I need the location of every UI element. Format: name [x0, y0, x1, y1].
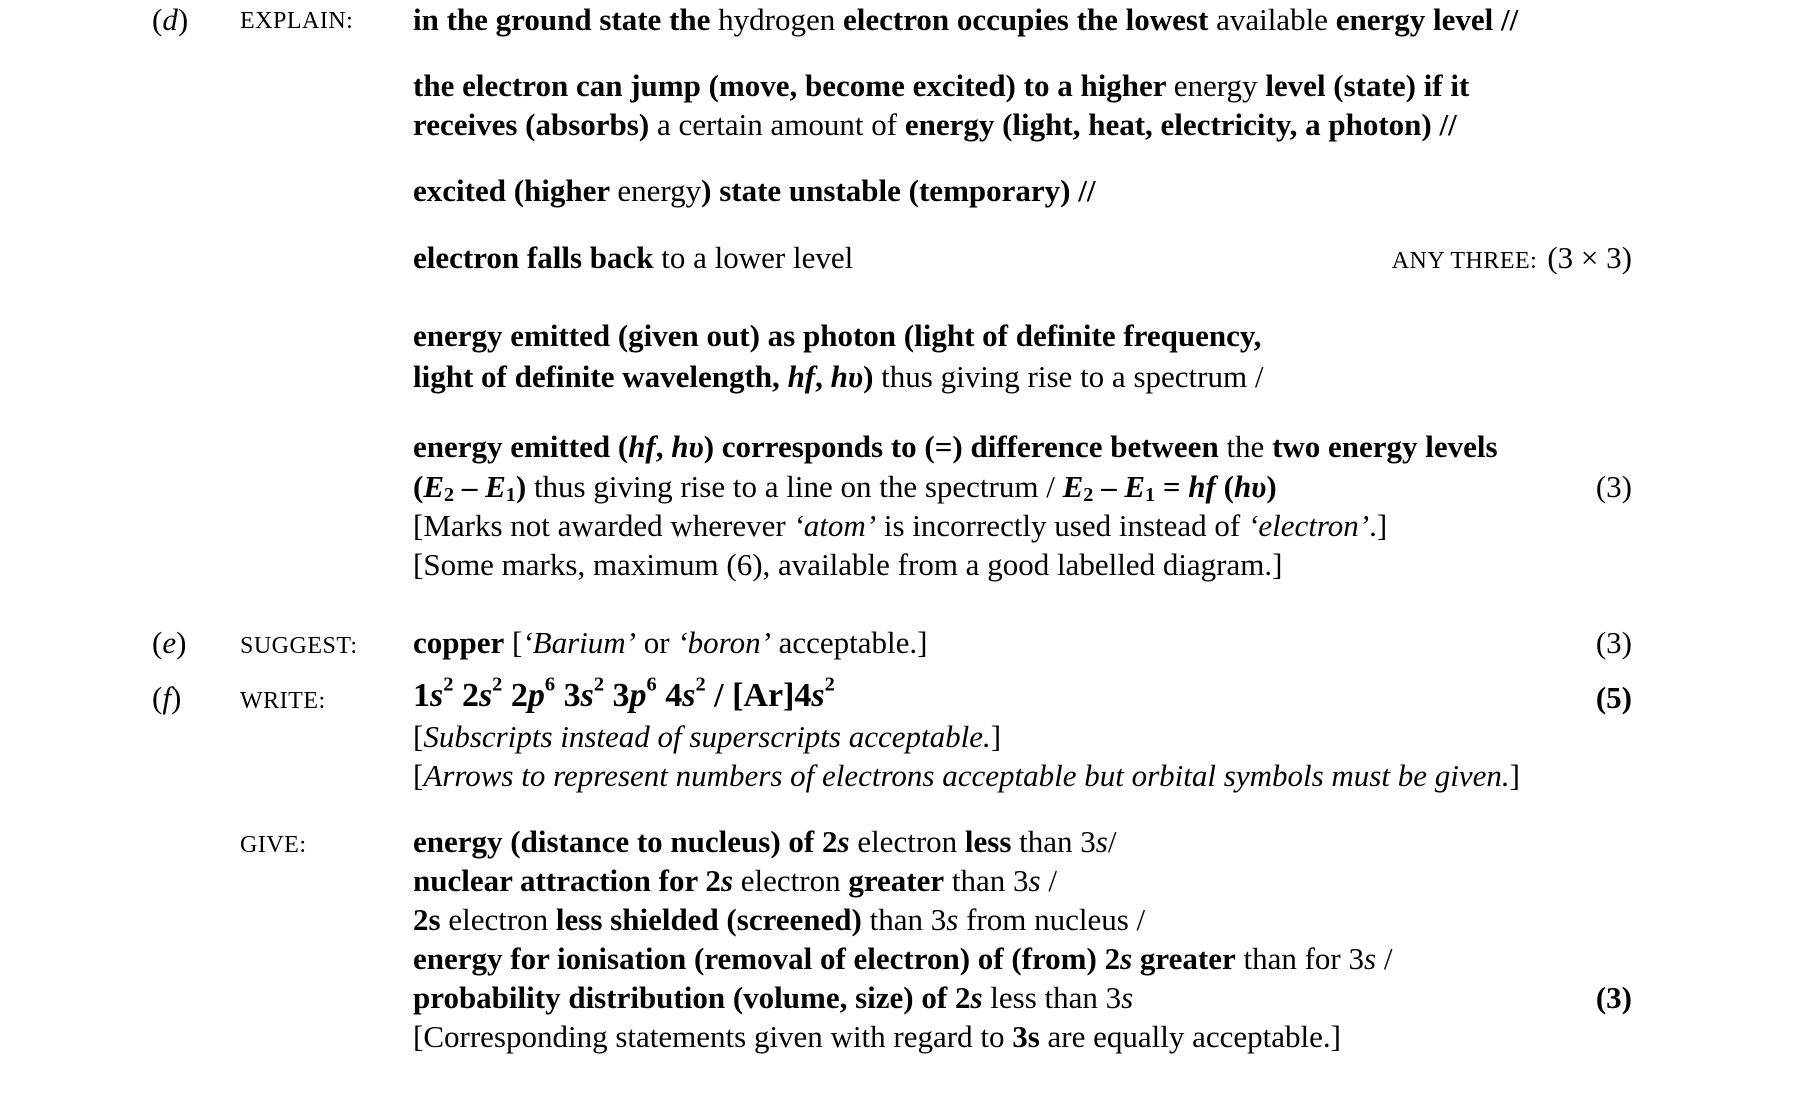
any-three-value: (3 × 3): [1547, 240, 1632, 275]
part-f-note-1: [Subscripts instead of superscripts acceptable.]: [413, 719, 1002, 754]
part-e-mark: (3): [1595, 625, 1632, 660]
part-d-line-8: energy emitted (hf, hυ) corresponds to (=) difference between the two energy levels: [413, 429, 1498, 464]
part-f-label: (f): [152, 680, 182, 715]
give-mark: (3): [1595, 980, 1632, 1015]
give-keyword: GIVE:: [240, 832, 307, 858]
give-line-1: energy (distance to nucleus) of 2s electron less than 3s/: [413, 824, 1117, 859]
give-line-3: 2s electron less shielded (screened) than 3s from nucleus /: [413, 902, 1146, 937]
part-d-line-9: $(E_2 - E_1)$ thus giving rise to a line on the spectrum / $E_2 - E_1$ = hf (hυ): [413, 469, 1277, 507]
give-line-5: probability distribution (volume, size) of 2s less than 3s: [413, 980, 1134, 1015]
part-d-line-7: light of definite wavelength, hf, hυ) thus giving rise to a spectrum /: [413, 359, 1264, 394]
part-d-note-1: [Marks not awarded wherever ‘atom’ is incorrectly used instead of ‘electron’.]: [413, 508, 1388, 543]
part-d-line-4: excited (higher energy) state unstable (temporary) //: [413, 173, 1096, 208]
part-f-configuration: $1s^2$ $2s^2$ $2p^6$ $3s^2$ $3p^6$ $4s^2 / [Ar]4s^2$: [413, 673, 835, 714]
part-e-line-1: copper [‘Barium’ or ‘boron’ acceptable.]: [413, 625, 928, 660]
part-d-keyword: EXPLAIN:: [240, 8, 354, 34]
any-three-label: ANY THREE:: [1391, 248, 1538, 274]
part-f-mark: (5): [1595, 680, 1632, 715]
part-f-note-2: [Arrows to represent numbers of electrons acceptable but orbital symbols must be given.]: [413, 758, 1520, 793]
give-line-4: energy for ionisation (removal of electron) of (from) 2s greater than for 3s /: [413, 941, 1393, 976]
part-d-line-1: in the ground state the hydrogen electron occupies the lowest available energy level //: [413, 2, 1519, 37]
part-f-keyword: WRITE:: [240, 688, 326, 714]
part-d-line-2: the electron can jump (move, become excited) to a higher energy level (state) if it: [413, 68, 1470, 103]
part-d-line-3: receives (absorbs) a certain amount of energy (light, heat, electricity, a photon) //: [413, 107, 1457, 142]
part-d-label: (d): [152, 2, 189, 37]
part-d-mark: (3): [1595, 469, 1632, 504]
part-e-label: (e): [152, 625, 187, 660]
part-d-line-6: energy emitted (given out) as photon (light of definite frequency,: [413, 318, 1262, 353]
part-e-keyword: SUGGEST:: [240, 633, 358, 659]
any-three-mark: [1392, 238, 1632, 281]
part-d-note-2: [Some marks, maximum (6), available from a good labelled diagram.]: [413, 547, 1283, 582]
give-line-2: nuclear attraction for 2s electron greater than 3s /: [413, 863, 1057, 898]
give-note: [Corresponding statements given with regard to 3s are equally acceptable.]: [413, 1019, 1341, 1054]
part-d-line-5: electron falls back to a lower level: [413, 240, 854, 275]
